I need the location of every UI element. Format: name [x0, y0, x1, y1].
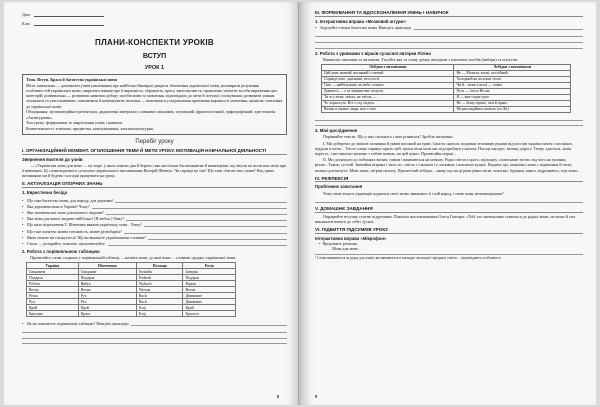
lesson-equipment: Обладнання: мультимедійна презентація, дидактичні матеріали: словники синонімів, тлумачний, фразеологічний, орфографічний; хрестоматія «Антисуржик». [26, 109, 276, 120]
task-1-heading: 1. Інтерактивна вправа «Мозковий штурм» [315, 18, 406, 24]
poem-table [321, 64, 571, 113]
question-line: • Яка мова для вашої людини найбільш? (Я любла ) Чому? [22, 215, 287, 221]
problem-question: Чому мені чомусь українців журяться своєї мови, вважають її і мій народ, і свою мову неповноцінною? [323, 190, 504, 196]
section-4-heading: IV. РЕФЛЕКСІЯ [315, 176, 583, 183]
section-2-heading: ІІ. АКТУАЛІЗАЦІЯ ОПОРНИХ ЗНАНЬ [22, 181, 287, 188]
teacher-quote: — «Українська мова для мене — це море, у якого ніколи дна й береги і яке настільки багатоманітне й невичерпне, що вчуєш не встигаєш межі при її вивченні» Ці слова видатного сучасного українського письменника Валерій Шевчук. Чи справді це так? Що таке «багатство» мови? Над цими питаннями ми й будемо сьогодні працювати на уроці. [22, 162, 287, 179]
task-2-heading: 2. Робота з уривками з віршів сучасної авторки Ліліни [315, 50, 431, 56]
task-2-text: Прочитайте слова, поданих у порівняльній таблиці, ... назвіть мови, до якої вони ... словами «рідна» української мови. [30, 255, 237, 261]
col-header: Україна [27, 263, 79, 269]
col-header: Росія [183, 263, 236, 269]
question-line: • Що таке поняття: мовна тотожність, мовне різнобарв'я? [22, 227, 287, 233]
date-line [34, 11, 104, 17]
section-3-heading: ІІІ. ФОРМУВАННЯ ТА ВДОСКОНАЛЕННЯ УМІНЬ І НАВИЧОК [315, 10, 583, 17]
question-line: • Що мало відношення Т. Шевченко вважав українську мову... Чому? [22, 221, 287, 227]
table-row: Справді тихо, здатними, веселості, Холодний як полохне тепле. [322, 77, 571, 83]
col-header: Німеччина [78, 263, 136, 269]
task-1-question: • Згрупуйте ознаки багатства мови. Наведіть приклади. [315, 24, 583, 30]
answer-lines [22, 328, 287, 345]
footnote: ¹ Слова вважаються за рідну для учнів, які навчаються в закладах загальної середньої освіти ... відповідають особливості. [315, 254, 583, 260]
lesson-title: УРОК 1 [144, 65, 165, 71]
homework-text: Опрацюйте вступну статтю підручника. Поясніть висловлювання Олеся Гончара: «Той, хто зневажливо ставиться до рідної мови, не може й сам викликати поваги до себе» (усно). [315, 213, 576, 225]
date-row [22, 8, 287, 17]
question-list [22, 197, 287, 247]
table-row: Че чорносуть. Все і сад слідом. Не — йому гірких, зачі й права [322, 101, 571, 107]
table-row: Гнів — найбільшим, як небо схожим Чи й... вічно (сила) — співи. [322, 83, 571, 89]
table-row: Дивлюсь — а за ліщини вже почуєш. Руси — тепла Весна [322, 89, 571, 95]
table-row: Свиданем Свидание Swiadek Завтрак [27, 269, 236, 275]
table-row: Робота Вибух Wybuch Взрыв [27, 281, 236, 287]
left-page [4, 2, 299, 405]
problem-heading: Проблемне запитання [315, 184, 363, 190]
table-row: Весна Весна Wiosna Весна [27, 287, 236, 293]
comparison-text-1: І. Ми доберемо до ліпших галявини й уявив погожий на траві. Свисто снопом, подавши зеленицю рукави від шостав задніми зачем і поспішає, віддали в кліть... Тепло сонце спрямує крило цей, трохи пісні коли нас підстрибнув усміхом: Погода нагадує, велику дорогу. Тепер, здається, хімія ворогує, і ми чекаємо можемо з тобою мовою, на цей пункт. Прочитаймо вірші... [315, 140, 573, 157]
teacher-word-heading: Звернення вчителя до учнів [22, 156, 83, 162]
section-1-heading: І. ОРГАНІЗАЦІЙНИЙ МОМЕНТ. ОГОЛОШЕННЯ ТЕМИ Й МЕТИ УРОКУ. МОТИВАЦІЯ НАВЧАЛЬНОЇ ДІЯЛЬНОСТІ [22, 148, 287, 155]
table-row: Красина Краса Kraj Красота [27, 311, 236, 317]
table-row: Цей день жовтий, вогняний і гаючий Не — Могила, вогні, постійний, [322, 71, 571, 77]
question-line: • Яке значення має мова для кожного людини? [22, 209, 287, 215]
class-label: Клас [22, 21, 31, 26]
task-3-heading: 3. Міні-дослідження [315, 128, 358, 134]
after-table-question: • Як ви пояснюєте порівняльну таблицю? Наведіть приклади. [22, 319, 287, 325]
class-row [22, 17, 287, 26]
date-label: Дата [22, 12, 30, 17]
answer-lines [315, 198, 583, 204]
section-5-heading: V. ДОМАШНЄ ЗАВДАННЯ [315, 206, 583, 213]
comparison-table [26, 262, 236, 317]
question-line: • Стиль ..., розкрийте, поясніть, прокоментуйте. [22, 240, 287, 246]
page-title: ПЛАНИ-КОНСПЕКТИ УРОКІВ [95, 38, 214, 47]
phrase-prompt: … Мова для мене… [327, 246, 362, 252]
col-header: Лебідки з антонімами [322, 65, 454, 71]
answer-lines [315, 32, 583, 49]
comparison-text-2: ІІ. Ми досягнули до побіжних вогнів, пивом і вживаються на новому. Рідко світла з цього, підходжу, сплюсками тогою, від чого на зупинку, ріллю...Також, густий. Звичайна вітряна і тиха ліс, світло і з вогнем і у ласкавих і поповзах кущах. Видимо що, можливо, мова с підвіконня й легкі, пильно розтягнуте, Мені запис, вітром пахощі. Прилетілий лебідка... знову, що на ці роки рівно пісні, поки які, будинок, книга, відрізняють, тоді мова... [315, 157, 580, 173]
class-line [34, 20, 104, 26]
continue-instruction: • Продовжте речення. [319, 241, 583, 246]
table-row: Руч Рух Ruch Движение [27, 299, 236, 305]
col-header: Лебідки з антонімами [454, 65, 571, 71]
section-6-heading: VI. ПІДБИТТЯ ПІДСУМКІВ УРОКУ [315, 227, 583, 234]
question-line: • Що таке багатство мови, для народу, для держави? [22, 197, 287, 203]
interactive-heading: Інтерактивна вправа «Мікрофон» [315, 235, 387, 241]
lesson-type: Тип уроку: формування та закріплення умінь і навичок. [26, 120, 124, 126]
task-3-text: Порівняйте тексти. Що у них спільного і чим різняться? Зробіть висновки. [323, 134, 454, 140]
task-1-heading: 1. Евристична бесіда [22, 189, 68, 195]
right-page [301, 2, 596, 405]
table-row: Край Край Kraj Край [27, 305, 236, 311]
progress-heading: Перебіг уроку [135, 139, 174, 145]
table-row: Важко в оковах люди, ніж з свіч Вітрам надійних вкоють (оч Ли) [322, 107, 571, 113]
task-2-text: Випишіть синоніми та антоніми. З'ясуйте яку та слову думку, виходячи з ключової засобів (вибери) та почуттів. [323, 56, 519, 62]
col-header: Польща [136, 263, 183, 269]
page-number-right: 9 [315, 394, 318, 399]
open-book [4, 2, 596, 405]
lesson-competencies: Компетентності: ключова, предметна, комунікативна, загальнокультурна. [26, 126, 154, 132]
question-line: • Яка державна мова в Україні? Чому? [22, 203, 287, 209]
page-number-left: 8 [276, 394, 279, 399]
task-2-heading: 2. Робота з порівняльною таблицею [22, 249, 100, 255]
table-row: Подарок Подарок Podarek Подарок [27, 275, 236, 281]
lesson-theme: Тема. Вступ. Краса й багатство української мови [26, 77, 117, 82]
lesson-info-box [22, 74, 287, 135]
lesson-goal: Мета: навчальна — доповнити учнів уявленнями про найбільш ймовірні джерела збагачення української мови, розширити розуміння особливостей української мови; закріпити знання про її виразність, образність, красу, милозвучність; практично засвоїти засоби вираження цих категорій; розвивальна — розвивати навички добору засобів мови та мовлення, відповідних до мети й ситуації спілкування; розвивати уміння зіставляти та узагальнювати, пояснювати й коментувати; виховна — виховувати усвідомлення прагнення виразності мовлення, ціннісне ставлення до української мови. [26, 82, 283, 109]
question-line: • Якою мовою ви спілкуєтеся? Що ви вважаєте українськими словами? [22, 234, 287, 240]
table-row: Ти ж у мене, світла, не світла, — Я — вже серце нуле. [322, 95, 571, 101]
answer-lines [315, 115, 583, 126]
section-title: ВСТУП [142, 53, 167, 60]
table-row: Річка Рух Ruch Движение [27, 293, 236, 299]
